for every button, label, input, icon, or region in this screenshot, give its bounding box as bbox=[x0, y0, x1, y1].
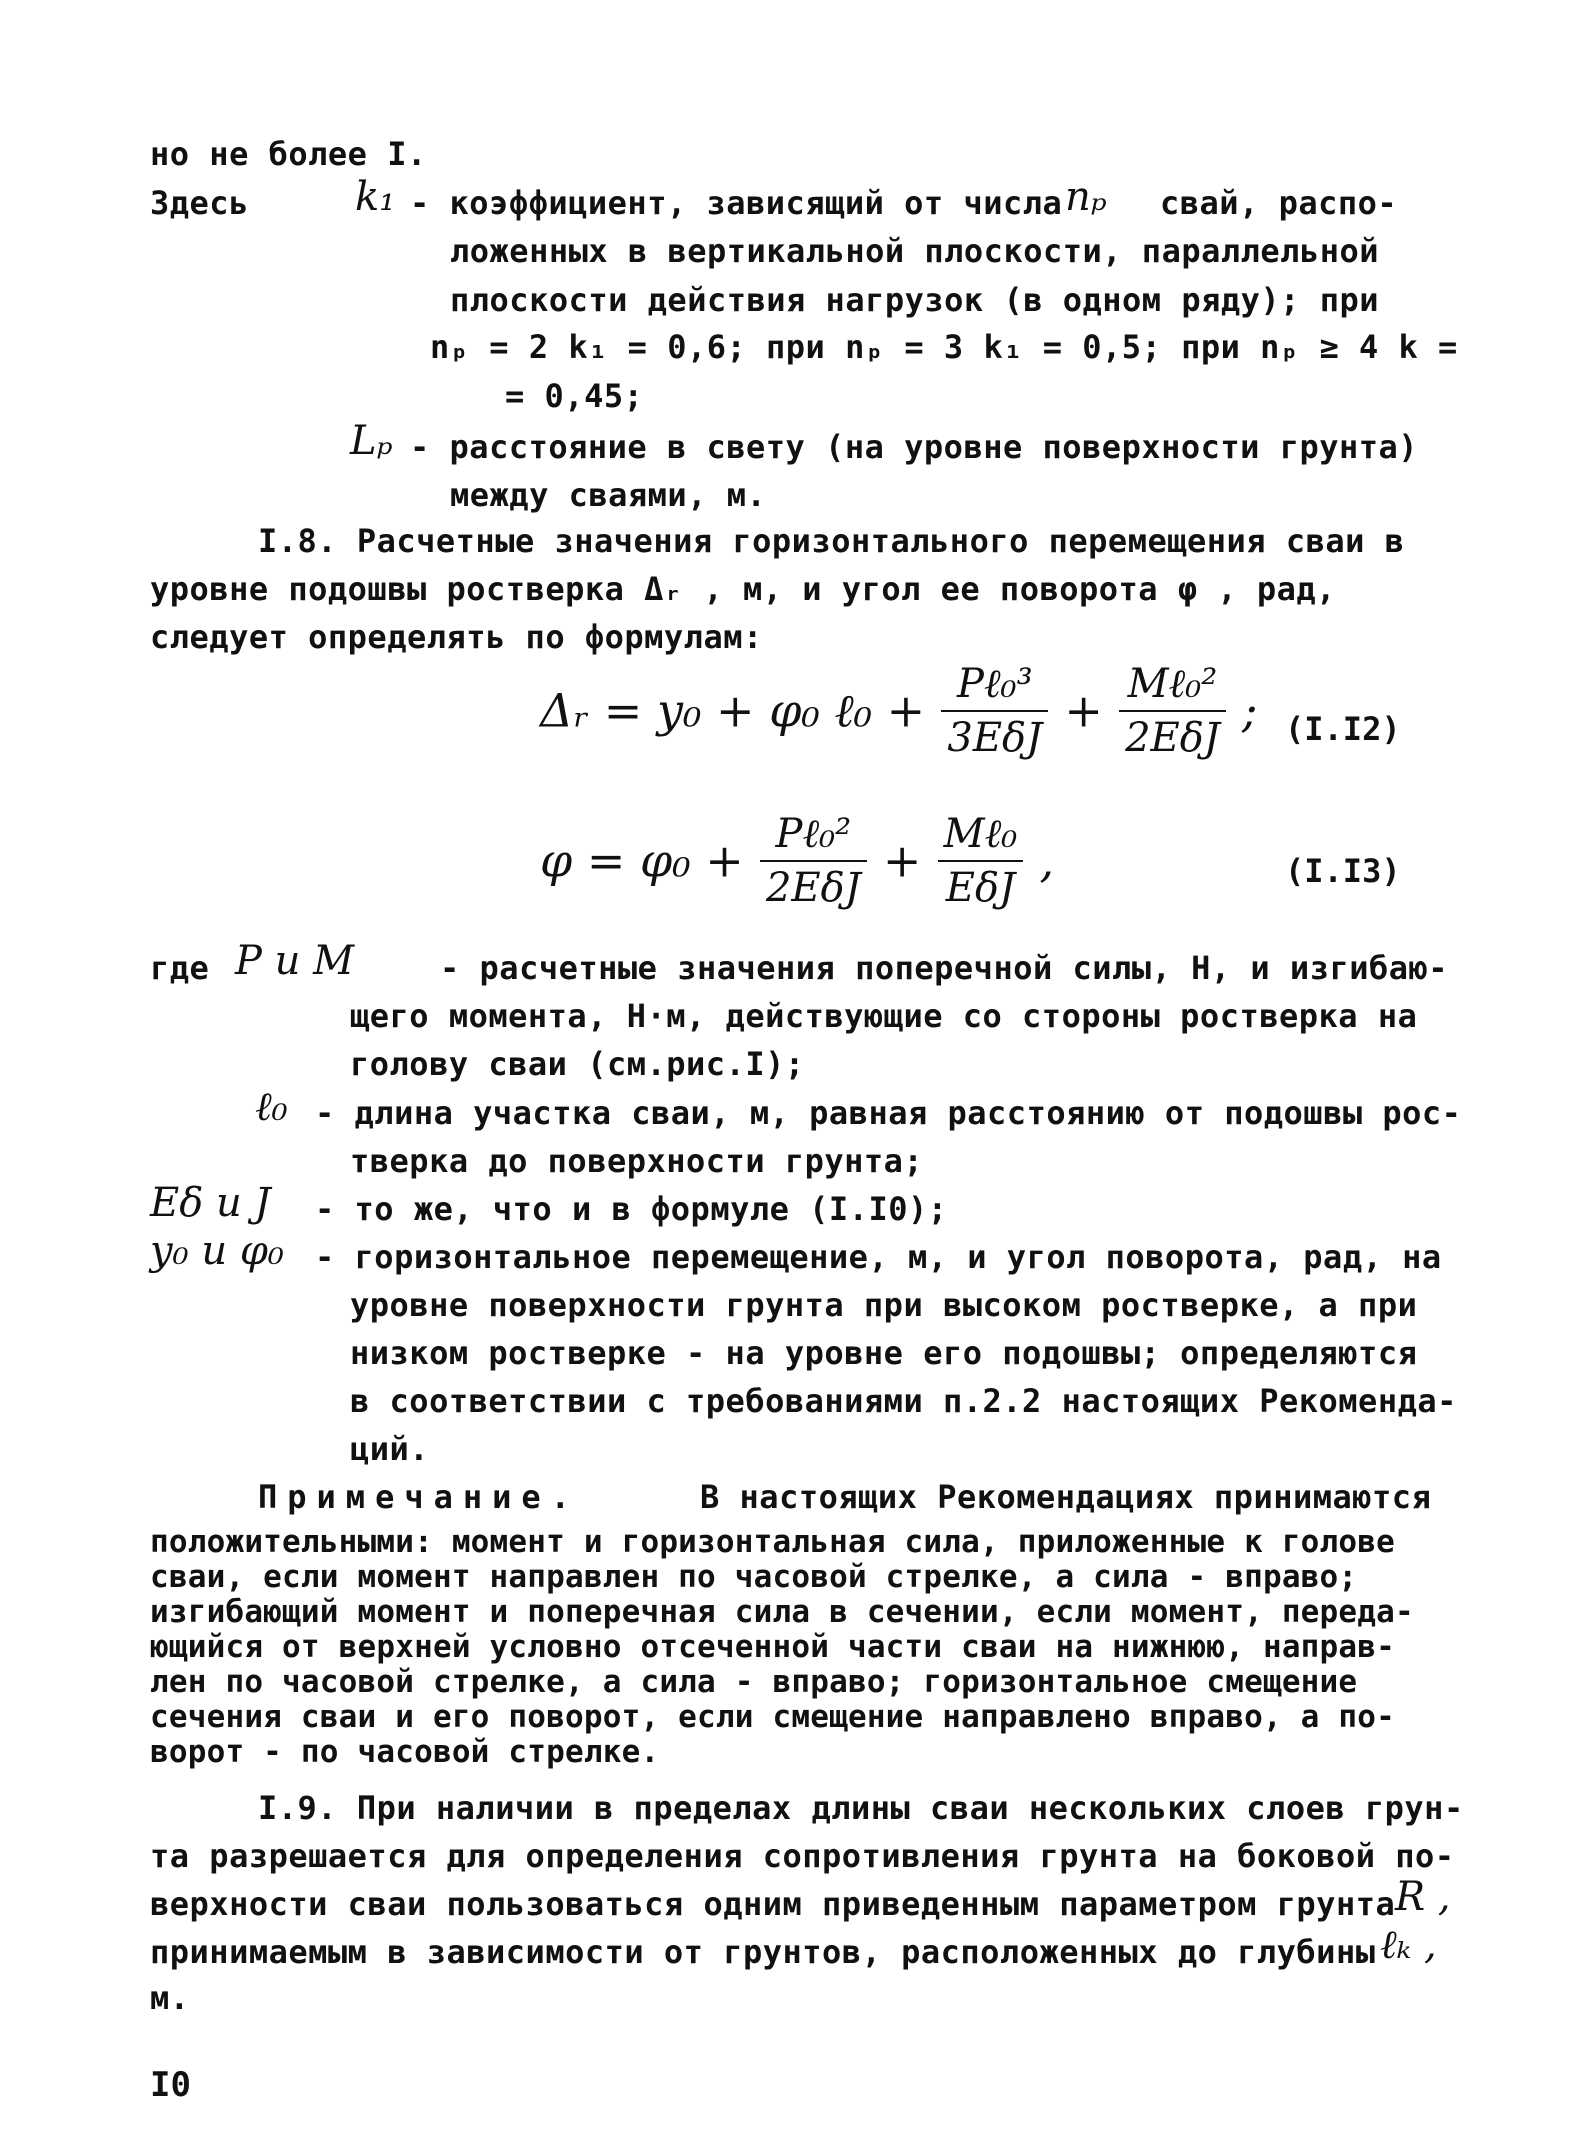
formula-lhs: Δᵣ = y₀ + φ₀ ℓ₀ + bbox=[540, 683, 926, 738]
text-line: I.8. Расчетные значения горизонтального перемещения сваи в bbox=[258, 522, 1405, 560]
text-line: голову сваи (см.рис.I); bbox=[350, 1045, 805, 1083]
note-lead: Примечание. bbox=[258, 1478, 580, 1516]
text-line: - то же, что и в формуле (I.I0); bbox=[315, 1190, 948, 1228]
text-line: - длина участка сваи, м, равная расстоянию от подошвы рос- bbox=[315, 1094, 1462, 1132]
symbol-e-j: Eδ и J bbox=[150, 1180, 271, 1226]
text-line: м. bbox=[150, 1979, 190, 2017]
fraction-denominator: EδJ bbox=[945, 865, 1016, 911]
text-line: - расстояние в свету (на уровне поверхности грунта) bbox=[410, 428, 1419, 466]
formula-lhs: φ = φ₀ + bbox=[540, 833, 744, 888]
text-line: = 0,45; bbox=[505, 377, 644, 415]
text-line: между сваями, м. bbox=[450, 476, 767, 514]
fraction bbox=[1119, 660, 1226, 762]
text-line: - горизонтальное перемещение, м, и угол поворота, рад, на bbox=[315, 1238, 1442, 1276]
plus-sign: + bbox=[1064, 683, 1103, 738]
fraction-numerator: Pℓ₀² bbox=[760, 810, 867, 862]
symbol-np: nₚ bbox=[1065, 174, 1107, 220]
equation-number: (I.I2) bbox=[1285, 710, 1401, 748]
note-line: ющийся от верхней условно отсеченной части сваи на нижнюю, направ- bbox=[150, 1629, 1395, 1665]
text-line: ций. bbox=[350, 1430, 430, 1468]
text-line: nₚ = 2 k₁ = 0,6; при nₚ = 3 k₁ = 0,5; при nₚ ≥ 4 k = bbox=[430, 328, 1458, 366]
text-line: где bbox=[150, 949, 210, 987]
text-line: в соответствии с требованиями п.2.2 настоящих Рекоменда- bbox=[350, 1382, 1457, 1420]
note-line: сечения сваи и его поворот, если смещение направлено вправо, а по- bbox=[150, 1699, 1395, 1735]
fraction-denominator: 2EδJ bbox=[765, 865, 861, 911]
symbol-lp: Lₚ bbox=[350, 418, 393, 464]
note-line: ворот - по часовой стрелке. bbox=[150, 1734, 660, 1770]
symbol-p-m: P и M bbox=[235, 938, 355, 984]
formula-end: , bbox=[1039, 833, 1055, 888]
text-line: следует определять по формулам: bbox=[150, 618, 763, 656]
symbol-r: R , bbox=[1395, 1874, 1451, 1920]
symbol-lk: ℓₖ , bbox=[1380, 1922, 1437, 1968]
formula-i12 bbox=[540, 660, 1258, 762]
text-line: но не более I. bbox=[150, 135, 427, 173]
formula-end: ; bbox=[1242, 683, 1258, 738]
text-line: ложенных в вертикальной плоскости, параллельной bbox=[450, 232, 1379, 270]
text-line: уровне поверхности грунта при высоком ростверке, а при bbox=[350, 1286, 1418, 1324]
text-line: верхности сваи пользоваться одним приведенным параметром грунта bbox=[150, 1885, 1396, 1923]
note-line: положительными: момент и горизонтальная сила, приложенные к голове bbox=[150, 1524, 1395, 1560]
text-line: низком ростверке - на уровне его подошвы; определяются bbox=[350, 1334, 1418, 1372]
note-line: лен по часовой стрелке, а сила - вправо; горизонтальное смещение bbox=[150, 1664, 1358, 1700]
text-line: В настоящих Рекомендациях принимаются bbox=[700, 1478, 1432, 1516]
fraction-denominator: 2EδJ bbox=[1125, 715, 1220, 761]
fraction bbox=[941, 660, 1048, 762]
text-line: - расчетные значения поперечной силы, Н, и изгибаю- bbox=[440, 949, 1449, 987]
fraction-denominator: 3EδJ bbox=[947, 715, 1043, 761]
text-line: - коэффициент, зависящий от числа bbox=[410, 184, 1063, 222]
text-line: I.9. При наличии в пределах длины сваи нескольких слоев грун- bbox=[258, 1789, 1464, 1827]
text-line: принимаемым в зависимости от грунтов, расположенных до глубины bbox=[150, 1933, 1376, 1971]
text-line: плоскости действия нагрузок (в одном ряду); при bbox=[450, 281, 1379, 319]
fraction-numerator: Mℓ₀² bbox=[1119, 660, 1226, 712]
equation-number: (I.I3) bbox=[1285, 852, 1401, 890]
text-line: щего момента, Н·м, действующие со стороны ростверка на bbox=[350, 997, 1418, 1035]
fraction bbox=[938, 810, 1024, 912]
symbol-l0: ℓ₀ bbox=[255, 1084, 288, 1130]
text-line: уровне подошвы ростверка Δᵣ , м, и угол ее поворота φ , рад, bbox=[150, 570, 1336, 608]
note-line: изгибающий момент и поперечная сила в сечении, если момент, переда- bbox=[150, 1594, 1414, 1630]
fraction-numerator: Pℓ₀³ bbox=[941, 660, 1048, 712]
page-number: I0 bbox=[150, 2065, 191, 2105]
symbol-k1: k₁ bbox=[355, 174, 396, 220]
text-line: тверка до поверхности грунта; bbox=[350, 1142, 924, 1180]
symbol-y0-phi0: y₀ и φ₀ bbox=[150, 1228, 284, 1274]
plus-sign: + bbox=[882, 833, 922, 888]
text-line: та разрешается для определения сопротивления грунта на боковой по- bbox=[150, 1837, 1455, 1875]
fraction bbox=[760, 810, 867, 912]
fraction-numerator: Mℓ₀ bbox=[938, 810, 1024, 862]
text-line: свай, распо- bbox=[1160, 184, 1398, 222]
note-line: сваи, если момент направлен по часовой стрелке, а сила - вправо; bbox=[150, 1559, 1358, 1595]
formula-i13 bbox=[540, 810, 1054, 912]
label-zdes: Здесь bbox=[150, 184, 249, 222]
